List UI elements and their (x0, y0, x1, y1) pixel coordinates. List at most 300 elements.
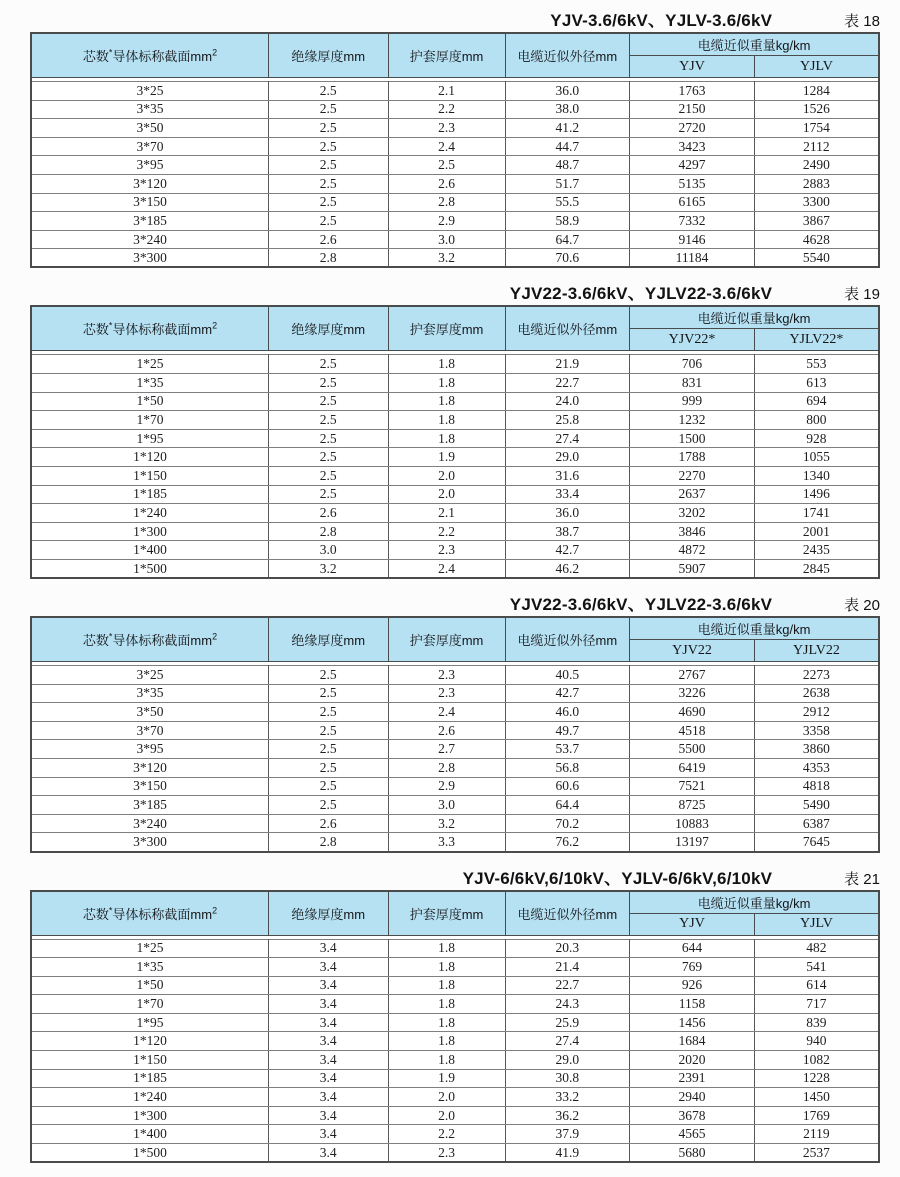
table-cell: 3.4 (268, 976, 388, 995)
table-cell: 2.5 (268, 796, 388, 815)
table-cell: 9146 (630, 230, 755, 249)
cable-spec-table (30, 32, 880, 268)
table-cell: 2.6 (268, 230, 388, 249)
table-cell: 25.9 (505, 1013, 630, 1032)
table-cell: 2001 (754, 522, 879, 541)
table-cell: 20.3 (505, 939, 630, 958)
table-row (31, 193, 879, 212)
cable-spec-table (30, 890, 880, 1164)
table-row (31, 1106, 879, 1125)
column-header-diameter: 电缆近似外径mm (505, 33, 630, 78)
table-row (31, 429, 879, 448)
table-cell: 614 (754, 976, 879, 995)
header-text-part: 导体标称截面mm (112, 633, 213, 649)
column-header-sheath: 护套厚度mm (388, 33, 505, 78)
table-cell: 3*35 (31, 684, 268, 703)
table-cell: 2883 (754, 174, 879, 193)
table-cell: 3*95 (31, 156, 268, 175)
table-cell: 36.0 (505, 504, 630, 523)
table-row (31, 137, 879, 156)
table-cell: 2.5 (268, 448, 388, 467)
table-cell: 3*70 (31, 137, 268, 156)
table-cell: 3*185 (31, 212, 268, 231)
table-cell: 1*120 (31, 448, 268, 467)
table-cell: 2.3 (388, 684, 505, 703)
table-cell: 2.5 (268, 82, 388, 101)
table-cell: 2.5 (268, 777, 388, 796)
table-cell: 4518 (630, 721, 755, 740)
table-cell: 2.4 (388, 559, 505, 578)
table-cell: 553 (754, 355, 879, 374)
table-cell: 2912 (754, 703, 879, 722)
header-superscript: 2 (212, 905, 218, 916)
table-row (31, 1013, 879, 1032)
table-cell: 1*50 (31, 392, 268, 411)
header-text-part: 芯数 (82, 906, 109, 922)
table-cell: 2.8 (268, 522, 388, 541)
table-cell: 1496 (754, 485, 879, 504)
table-cell: 2.9 (388, 777, 505, 796)
cable-spec-table (30, 305, 880, 579)
table-cell: 22.7 (505, 976, 630, 995)
table-cell: 3*70 (31, 721, 268, 740)
table-cell: 24.3 (505, 995, 630, 1014)
table-cell: 3.4 (268, 1088, 388, 1107)
table-cell: 769 (630, 958, 755, 977)
table-cell: 1.8 (388, 374, 505, 393)
column-subheader-yjv: YJV (630, 913, 755, 935)
table-cell: 2.8 (268, 833, 388, 852)
table-cell: 8725 (630, 796, 755, 815)
table-cell: 1158 (630, 995, 755, 1014)
table-cell: 1*25 (31, 355, 268, 374)
table-title-bar (30, 590, 880, 615)
table-body (31, 82, 879, 268)
table-cell: 1.8 (388, 1032, 505, 1051)
table-row (31, 212, 879, 231)
table-cell: 37.9 (505, 1125, 630, 1144)
table-cell: 41.9 (505, 1144, 630, 1163)
table-cell: 2.3 (388, 119, 505, 138)
table-cell: 2.0 (388, 1106, 505, 1125)
header-text-part: 芯数 (82, 322, 109, 338)
column-header-insulation: 绝缘厚度mm (268, 306, 388, 351)
table-number: 表 20 (844, 597, 880, 615)
header-superscript: * (108, 905, 113, 916)
table-cell: 2.2 (388, 1125, 505, 1144)
table-cell: 2537 (754, 1144, 879, 1163)
table-cell: 2767 (630, 666, 755, 685)
table-cell: 3.4 (268, 995, 388, 1014)
table-cell: 926 (630, 976, 755, 995)
column-subheader-yjv22: YJV22* (630, 329, 755, 351)
table-cell: 36.0 (505, 82, 630, 101)
table-cell: 46.2 (505, 559, 630, 578)
table-cell: 1284 (754, 82, 879, 101)
table-cell: 2.5 (268, 703, 388, 722)
table-cell: 717 (754, 995, 879, 1014)
column-subheader-yjlv22: YJLV22 (754, 640, 879, 662)
table-cell: 2270 (630, 467, 755, 486)
table-title: YJV22-3.6/6kV、YJLV22-3.6/6kV (509, 284, 773, 304)
table-cell: 1500 (630, 429, 755, 448)
column-header-sheath: 护套厚度mm (388, 891, 505, 936)
table-cell: 2.6 (388, 721, 505, 740)
table-cell: 7645 (754, 833, 879, 852)
table-cell: 3.0 (388, 230, 505, 249)
table-cell: 1*400 (31, 1125, 268, 1144)
table-cell: 1*70 (31, 411, 268, 430)
table-cell: 30.8 (505, 1069, 630, 1088)
table-cell: 13197 (630, 833, 755, 852)
table-cell: 1*400 (31, 541, 268, 560)
table-cell: 1754 (754, 119, 879, 138)
table-row (31, 504, 879, 523)
table-cell: 4690 (630, 703, 755, 722)
table-cell: 41.2 (505, 119, 630, 138)
table-cell: 1.8 (388, 411, 505, 430)
table-cell: 2391 (630, 1069, 755, 1088)
table-cell: 1.8 (388, 995, 505, 1014)
table-cell: 36.2 (505, 1106, 630, 1125)
table-cell: 800 (754, 411, 879, 430)
table-row (31, 721, 879, 740)
table-cell: 22.7 (505, 374, 630, 393)
table-cell: 3*35 (31, 100, 268, 119)
table-cell: 1340 (754, 467, 879, 486)
column-subheader-yjv: YJV (630, 56, 755, 78)
table-cell: 1*150 (31, 467, 268, 486)
table-cell: 1.8 (388, 939, 505, 958)
table-body (31, 666, 879, 852)
cable-table-section-18 (30, 6, 880, 268)
table-row (31, 559, 879, 578)
table-cell: 3.4 (268, 1013, 388, 1032)
table-cell: 2.2 (388, 100, 505, 119)
table-cell: 1.9 (388, 1069, 505, 1088)
column-header-weight-group: 电缆近似重量kg/km (630, 891, 879, 914)
table-cell: 1769 (754, 1106, 879, 1125)
table-row (31, 467, 879, 486)
table-cell: 7332 (630, 212, 755, 231)
table-cell: 1082 (754, 1051, 879, 1070)
table-row (31, 485, 879, 504)
table-cell: 3300 (754, 193, 879, 212)
table-cell: 3.3 (388, 833, 505, 852)
column-header-diameter: 电缆近似外径mm (505, 617, 630, 662)
table-cell: 1684 (630, 1032, 755, 1051)
table-cell: 2.5 (268, 411, 388, 430)
table-cell: 5907 (630, 559, 755, 578)
table-cell: 3*240 (31, 230, 268, 249)
table-cell: 3358 (754, 721, 879, 740)
table-cell: 3.4 (268, 1051, 388, 1070)
table-cell: 1.8 (388, 429, 505, 448)
table-cell: 1.9 (388, 448, 505, 467)
table-cell: 2.8 (388, 759, 505, 778)
table-cell: 44.7 (505, 137, 630, 156)
table-title-bar (30, 864, 880, 888)
table-title: YJV-6/6kV,6/10kV、YJLV-6/6kV,6/10kV (462, 868, 773, 888)
header-superscript: * (108, 47, 113, 58)
table-title: YJV-3.6/6kV、YJLV-3.6/6kV (550, 11, 773, 30)
table-cell: 51.7 (505, 174, 630, 193)
table-cell: 2112 (754, 137, 879, 156)
table-cell: 1*500 (31, 559, 268, 578)
table-cell: 6165 (630, 193, 755, 212)
table-cell: 1.8 (388, 1013, 505, 1032)
table-cell: 3202 (630, 504, 755, 523)
table-cell: 1*185 (31, 485, 268, 504)
table-row (31, 1032, 879, 1051)
table-cell: 3*25 (31, 82, 268, 101)
header-text-part: 芯数 (82, 49, 109, 64)
column-header-insulation: 绝缘厚度mm (268, 617, 388, 662)
table-cell: 1763 (630, 82, 755, 101)
column-subheader-yjlv: YJLV (754, 56, 879, 78)
table-cell: 3.0 (268, 541, 388, 560)
table-row (31, 522, 879, 541)
table-cell: 3.2 (388, 249, 505, 268)
table-cell: 76.2 (505, 833, 630, 852)
table-cell: 3.2 (388, 814, 505, 833)
table-title-bar (30, 6, 880, 30)
table-cell: 1526 (754, 100, 879, 119)
table-cell: 3.4 (268, 1032, 388, 1051)
table-cell: 2.5 (268, 392, 388, 411)
table-cell: 3860 (754, 740, 879, 759)
table-cell: 706 (630, 355, 755, 374)
column-header-weight-group: 电缆近似重量kg/km (630, 617, 879, 640)
table-cell: 64.4 (505, 796, 630, 815)
table-title: YJV22-3.6/6kV、YJLV22-3.6/6kV (509, 595, 773, 615)
cable-table-section-20 (30, 590, 880, 852)
table-cell: 3.2 (268, 559, 388, 578)
table-cell: 2.0 (388, 1088, 505, 1107)
header-text-part: 导体标称截面mm (112, 322, 213, 338)
table-cell: 1.8 (388, 958, 505, 977)
table-row (31, 119, 879, 138)
column-header-sheath: 护套厚度mm (388, 617, 505, 662)
table-cell: 27.4 (505, 1032, 630, 1051)
table-cell: 2.5 (268, 759, 388, 778)
table-row (31, 82, 879, 101)
table-cell: 1*70 (31, 995, 268, 1014)
table-cell: 1741 (754, 504, 879, 523)
table-row (31, 1088, 879, 1107)
table-cell: 4628 (754, 230, 879, 249)
table-cell: 2.5 (268, 156, 388, 175)
table-cell: 49.7 (505, 721, 630, 740)
header-superscript: * (108, 631, 113, 642)
table-title-bar (30, 279, 880, 304)
table-row (31, 541, 879, 560)
table-cell: 3*185 (31, 796, 268, 815)
table-cell: 25.8 (505, 411, 630, 430)
table-cell: 482 (754, 939, 879, 958)
cable-table-section-19 (30, 279, 880, 579)
table-cell: 7521 (630, 777, 755, 796)
table-cell: 1*95 (31, 429, 268, 448)
table-cell: 11184 (630, 249, 755, 268)
table-cell: 1055 (754, 448, 879, 467)
table-row (31, 392, 879, 411)
table-cell: 60.6 (505, 777, 630, 796)
table-cell: 3*50 (31, 119, 268, 138)
table-cell: 2.5 (268, 174, 388, 193)
table-cell: 1*25 (31, 939, 268, 958)
table-cell: 2273 (754, 666, 879, 685)
table-cell: 1.8 (388, 392, 505, 411)
table-cell: 5680 (630, 1144, 755, 1163)
column-header-weight-group: 电缆近似重量kg/km (630, 33, 879, 56)
table-cell: 3*25 (31, 666, 268, 685)
column-subheader-yjlv: YJLV (754, 913, 879, 935)
table-row (31, 100, 879, 119)
table-row (31, 1144, 879, 1163)
table-cell: 2.5 (268, 467, 388, 486)
table-row (31, 374, 879, 393)
column-subheader-yjlv22: YJLV22* (754, 329, 879, 351)
table-cell: 4353 (754, 759, 879, 778)
table-cell: 1*50 (31, 976, 268, 995)
table-cell: 1.8 (388, 1051, 505, 1070)
table-cell: 2.3 (388, 1144, 505, 1163)
table-row (31, 939, 879, 958)
table-cell: 70.2 (505, 814, 630, 833)
table-cell: 4872 (630, 541, 755, 560)
table-cell: 3.4 (268, 1106, 388, 1125)
table-cell: 3423 (630, 137, 755, 156)
table-cell: 56.8 (505, 759, 630, 778)
table-row (31, 995, 879, 1014)
column-header-core-section (31, 617, 268, 662)
table-cell: 2.5 (388, 156, 505, 175)
table-cell: 1*150 (31, 1051, 268, 1070)
table-cell: 33.4 (505, 485, 630, 504)
table-cell: 928 (754, 429, 879, 448)
table-cell: 1232 (630, 411, 755, 430)
table-cell: 5540 (754, 249, 879, 268)
table-cell: 6419 (630, 759, 755, 778)
table-cell: 2.1 (388, 82, 505, 101)
table-row (31, 777, 879, 796)
table-cell: 2.1 (388, 504, 505, 523)
table-cell: 38.7 (505, 522, 630, 541)
table-cell: 541 (754, 958, 879, 977)
table-row (31, 1125, 879, 1144)
table-cell: 2.8 (388, 193, 505, 212)
table-cell: 2638 (754, 684, 879, 703)
table-cell: 70.6 (505, 249, 630, 268)
table-cell: 2.4 (388, 703, 505, 722)
table-cell: 2.0 (388, 467, 505, 486)
table-row (31, 411, 879, 430)
table-cell: 2.6 (268, 814, 388, 833)
table-cell: 31.6 (505, 467, 630, 486)
table-cell: 2490 (754, 156, 879, 175)
table-cell: 2.5 (268, 666, 388, 685)
table-number: 表 21 (844, 870, 880, 888)
table-cell: 940 (754, 1032, 879, 1051)
table-cell: 5135 (630, 174, 755, 193)
table-cell: 1*35 (31, 958, 268, 977)
table-body (31, 939, 879, 1162)
table-cell: 3*120 (31, 759, 268, 778)
table-cell: 5500 (630, 740, 755, 759)
table-cell: 1*120 (31, 1032, 268, 1051)
header-text-part: 导体标称截面mm (112, 906, 213, 922)
table-cell: 42.7 (505, 541, 630, 560)
table-cell: 3*300 (31, 249, 268, 268)
table-number: 表 18 (844, 13, 880, 30)
table-row (31, 1051, 879, 1070)
table-cell: 1*95 (31, 1013, 268, 1032)
table-cell: 1*35 (31, 374, 268, 393)
header-superscript: 2 (212, 631, 218, 642)
table-cell: 2.9 (388, 212, 505, 231)
table-cell: 2.5 (268, 684, 388, 703)
table-row (31, 740, 879, 759)
table-cell: 33.2 (505, 1088, 630, 1107)
table-cell: 2150 (630, 100, 755, 119)
column-header-core-section (31, 33, 268, 78)
table-row (31, 230, 879, 249)
table-cell: 55.5 (505, 193, 630, 212)
table-cell: 3*300 (31, 833, 268, 852)
table-cell: 3*240 (31, 814, 268, 833)
table-cell: 3846 (630, 522, 755, 541)
cable-table-section-21 (30, 864, 880, 1164)
table-cell: 5490 (754, 796, 879, 815)
table-cell: 1788 (630, 448, 755, 467)
table-row (31, 833, 879, 852)
table-cell: 2.5 (268, 193, 388, 212)
table-cell: 2.6 (268, 504, 388, 523)
table-cell: 2.7 (388, 740, 505, 759)
cable-spec-table (30, 616, 880, 852)
table-cell: 2.4 (388, 137, 505, 156)
column-header-insulation: 绝缘厚度mm (268, 891, 388, 936)
table-cell: 3.4 (268, 1144, 388, 1163)
table-cell: 10883 (630, 814, 755, 833)
table-cell: 4565 (630, 1125, 755, 1144)
table-cell: 1.8 (388, 976, 505, 995)
table-cell: 42.7 (505, 684, 630, 703)
table-row (31, 355, 879, 374)
table-cell: 1*300 (31, 522, 268, 541)
table-row (31, 976, 879, 995)
table-cell: 2.0 (388, 485, 505, 504)
table-cell: 1*300 (31, 1106, 268, 1125)
table-cell: 2720 (630, 119, 755, 138)
header-superscript: * (108, 321, 113, 332)
table-cell: 21.9 (505, 355, 630, 374)
table-cell: 2.3 (388, 541, 505, 560)
table-cell: 3*120 (31, 174, 268, 193)
table-cell: 2.5 (268, 355, 388, 374)
table-cell: 831 (630, 374, 755, 393)
table-cell: 3*50 (31, 703, 268, 722)
table-cell: 53.7 (505, 740, 630, 759)
table-cell: 2.8 (268, 249, 388, 268)
table-cell: 694 (754, 392, 879, 411)
table-cell: 2.5 (268, 374, 388, 393)
table-cell: 2940 (630, 1088, 755, 1107)
table-cell: 3*150 (31, 777, 268, 796)
table-row (31, 796, 879, 815)
table-cell: 3*150 (31, 193, 268, 212)
